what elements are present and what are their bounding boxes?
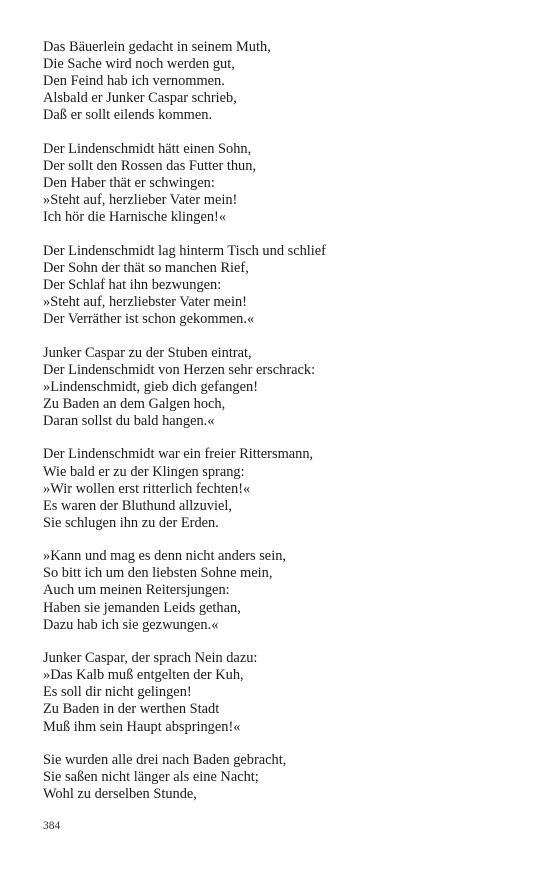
poem-line: Wie bald er zu der Klingen sprang: [43, 463, 245, 480]
poem-line: »Das Kalb muß entgelten der Kuh, [43, 667, 244, 684]
poem-line: Auch um meinen Reitersjungen: [43, 582, 230, 599]
stanza [43, 141, 523, 226]
poem-line: Junker Caspar zu der Stuben eintrat, [43, 344, 252, 361]
poem-line: Es soll dir nicht gelingen! [43, 684, 192, 701]
poem-line: Zu Baden an dem Galgen hoch, [43, 395, 226, 412]
poem-line: Wohl zu derselben Stunde, [43, 786, 197, 803]
poem-line: »Lindenschmidt, gieb dich gefangen! [43, 378, 258, 395]
poem-line: Daß er sollt eilends kommen. [43, 107, 213, 124]
poem-line: »Steht auf, herzlieber Vater mein! [43, 192, 238, 209]
stanza [43, 345, 523, 430]
poem-line: Der Lindenschmidt hätt einen Sohn, [43, 140, 252, 157]
stanza [43, 39, 523, 124]
poem-text [43, 39, 523, 820]
page-number: 384 [43, 820, 61, 832]
stanza [43, 650, 523, 735]
poem-line: Dazu hab ich sie gezwungen.« [43, 616, 219, 633]
poem-line: Der sollt den Rossen das Futter thun, [43, 157, 257, 174]
poem-line: Haben sie jemanden Leids gethan, [43, 599, 241, 616]
poem-line: Der Verräther ist schon gekommen.« [43, 311, 255, 328]
poem-line: Die Sache wird noch werden gut, [43, 56, 235, 73]
poem-line: Den Haber thät er schwingen: [43, 175, 215, 192]
poem-line: Der Lindenschmidt war ein freier Rittersmann, [43, 446, 314, 463]
poem-line: »Steht auf, herzliebster Vater mein! [43, 294, 247, 310]
poem-line: Sie schlugen ihn zu der Erden. [43, 514, 219, 531]
stanza [43, 548, 523, 633]
poem-line: Junker Caspar, der sprach Nein dazu: [43, 650, 258, 667]
poem-line: Sie saßen nicht länger als eine Nacht; [43, 769, 259, 786]
poem-line: »Kann und mag es denn nicht anders sein, [43, 548, 286, 565]
poem-line: Es waren der Bluthund allzuviel, [43, 497, 233, 514]
poem-line: Muß ihm sein Haupt abspringen!« [43, 718, 241, 735]
stanza [43, 446, 523, 531]
poem-line: »Wir wollen erst ritterlich fechten!« [43, 480, 251, 497]
poem-line: Ich hör die Harnische klingen!« [43, 209, 227, 226]
poem-line: Das Bäuerlein gedacht in seinem Muth, [43, 39, 271, 55]
poem-line: Daran sollst du bald hangen.« [43, 412, 215, 429]
poem-line: Der Sohn der thät so manchen Rief, [43, 259, 249, 276]
poem-line: Den Feind hab ich vernommen. [43, 73, 225, 90]
poem-line: Der Schlaf hat ihn bezwungen: [43, 276, 222, 293]
poem-line: Der Lindenschmidt lag hinterm Tisch und schlief [43, 242, 326, 259]
poem-line: Sie wurden alle drei nach Baden gebracht, [43, 752, 287, 769]
poem-line: Der Lindenschmidt von Herzen sehr erschrack: [43, 361, 316, 378]
poem-line: Zu Baden in der werthen Stadt [43, 701, 220, 718]
poem-line: So bitt ich um den liebsten Sohne mein, [43, 565, 273, 582]
poem-line: Alsbald er Junker Caspar schrieb, [43, 90, 237, 107]
stanza [43, 752, 523, 803]
stanza [43, 243, 523, 328]
